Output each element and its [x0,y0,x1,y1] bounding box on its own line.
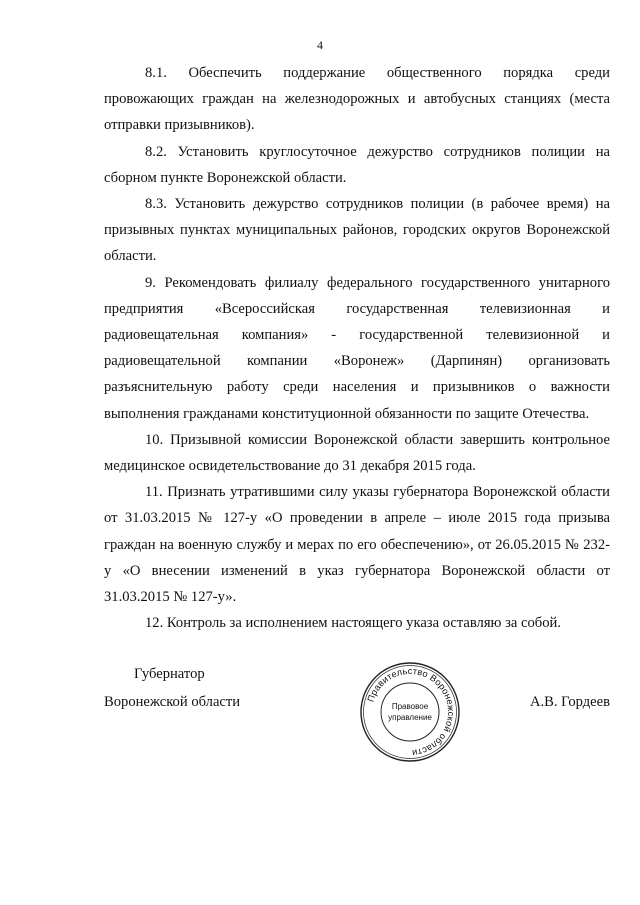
stamp-center-line-1: Правовое [391,702,429,711]
page-number: 4 [317,38,323,52]
signatory-name: А.В. Гордеев [529,694,610,710]
signatory-region: Воронежской области [104,694,241,710]
stamp-center-line-2: управление [388,713,432,722]
svg-text:Правительство Воронежской обла [366,666,457,758]
paragraph-12: 12. Контроль за исполнением настоящего указа оставляю за собой. [145,615,561,632]
document-body [104,60,610,636]
paragraph-10: 10. Призывной комиссии Воронежской области завершить контрольное медицинское освидетельствование до 31 декабря 2015 года. [104,431,610,475]
stamp-ring-text: Правительство Воронежской области [365,665,457,759]
signatory-position: Губернатор [134,666,205,682]
official-stamp [358,660,462,764]
paragraph-8-3: 8.3. Установить дежурство сотрудников полиции (в рабочее время) на призывных пунктах муниципальных районов, городских округов Воронежской области. [104,196,610,265]
paragraph-11: 11. Признать утратившими силу указы губернатора Воронежской области от 31.03.2015 № 127-у «О проведении в апреле – июле 2015 года призыва граждан на военную службу и мерах по его обеспечению», от 26.05.2015 № 232-у «О внесении изменений в указ губернатора Воронежской области от 31.03.2015 № 127-у». [104,484,610,606]
paragraph-8-2: 8.2. Установить круглосуточное дежурство сотрудников полиции на сборном пункте Воронежской области. [104,143,610,186]
signature-block [104,666,610,786]
paragraph-9: 9. Рекомендовать филиалу федерального государственного унитарного предприятия «Всероссийская государственная телевизионная и радиовещательная компания» - государственной телевизионной и радиовещательной компании «Воронеж» (Дарпинян) организовать разъяснительную работу среди населения и призывников о важности выполнения гражданами конституционной обязанности по защите Отечества. [104,274,610,422]
paragraph-8-1: 8.1. Обеспечить поддержание общественного порядка среди провожающих граждан на железнодорожных и автобусных станциях (места отправки призывников). [104,65,610,134]
